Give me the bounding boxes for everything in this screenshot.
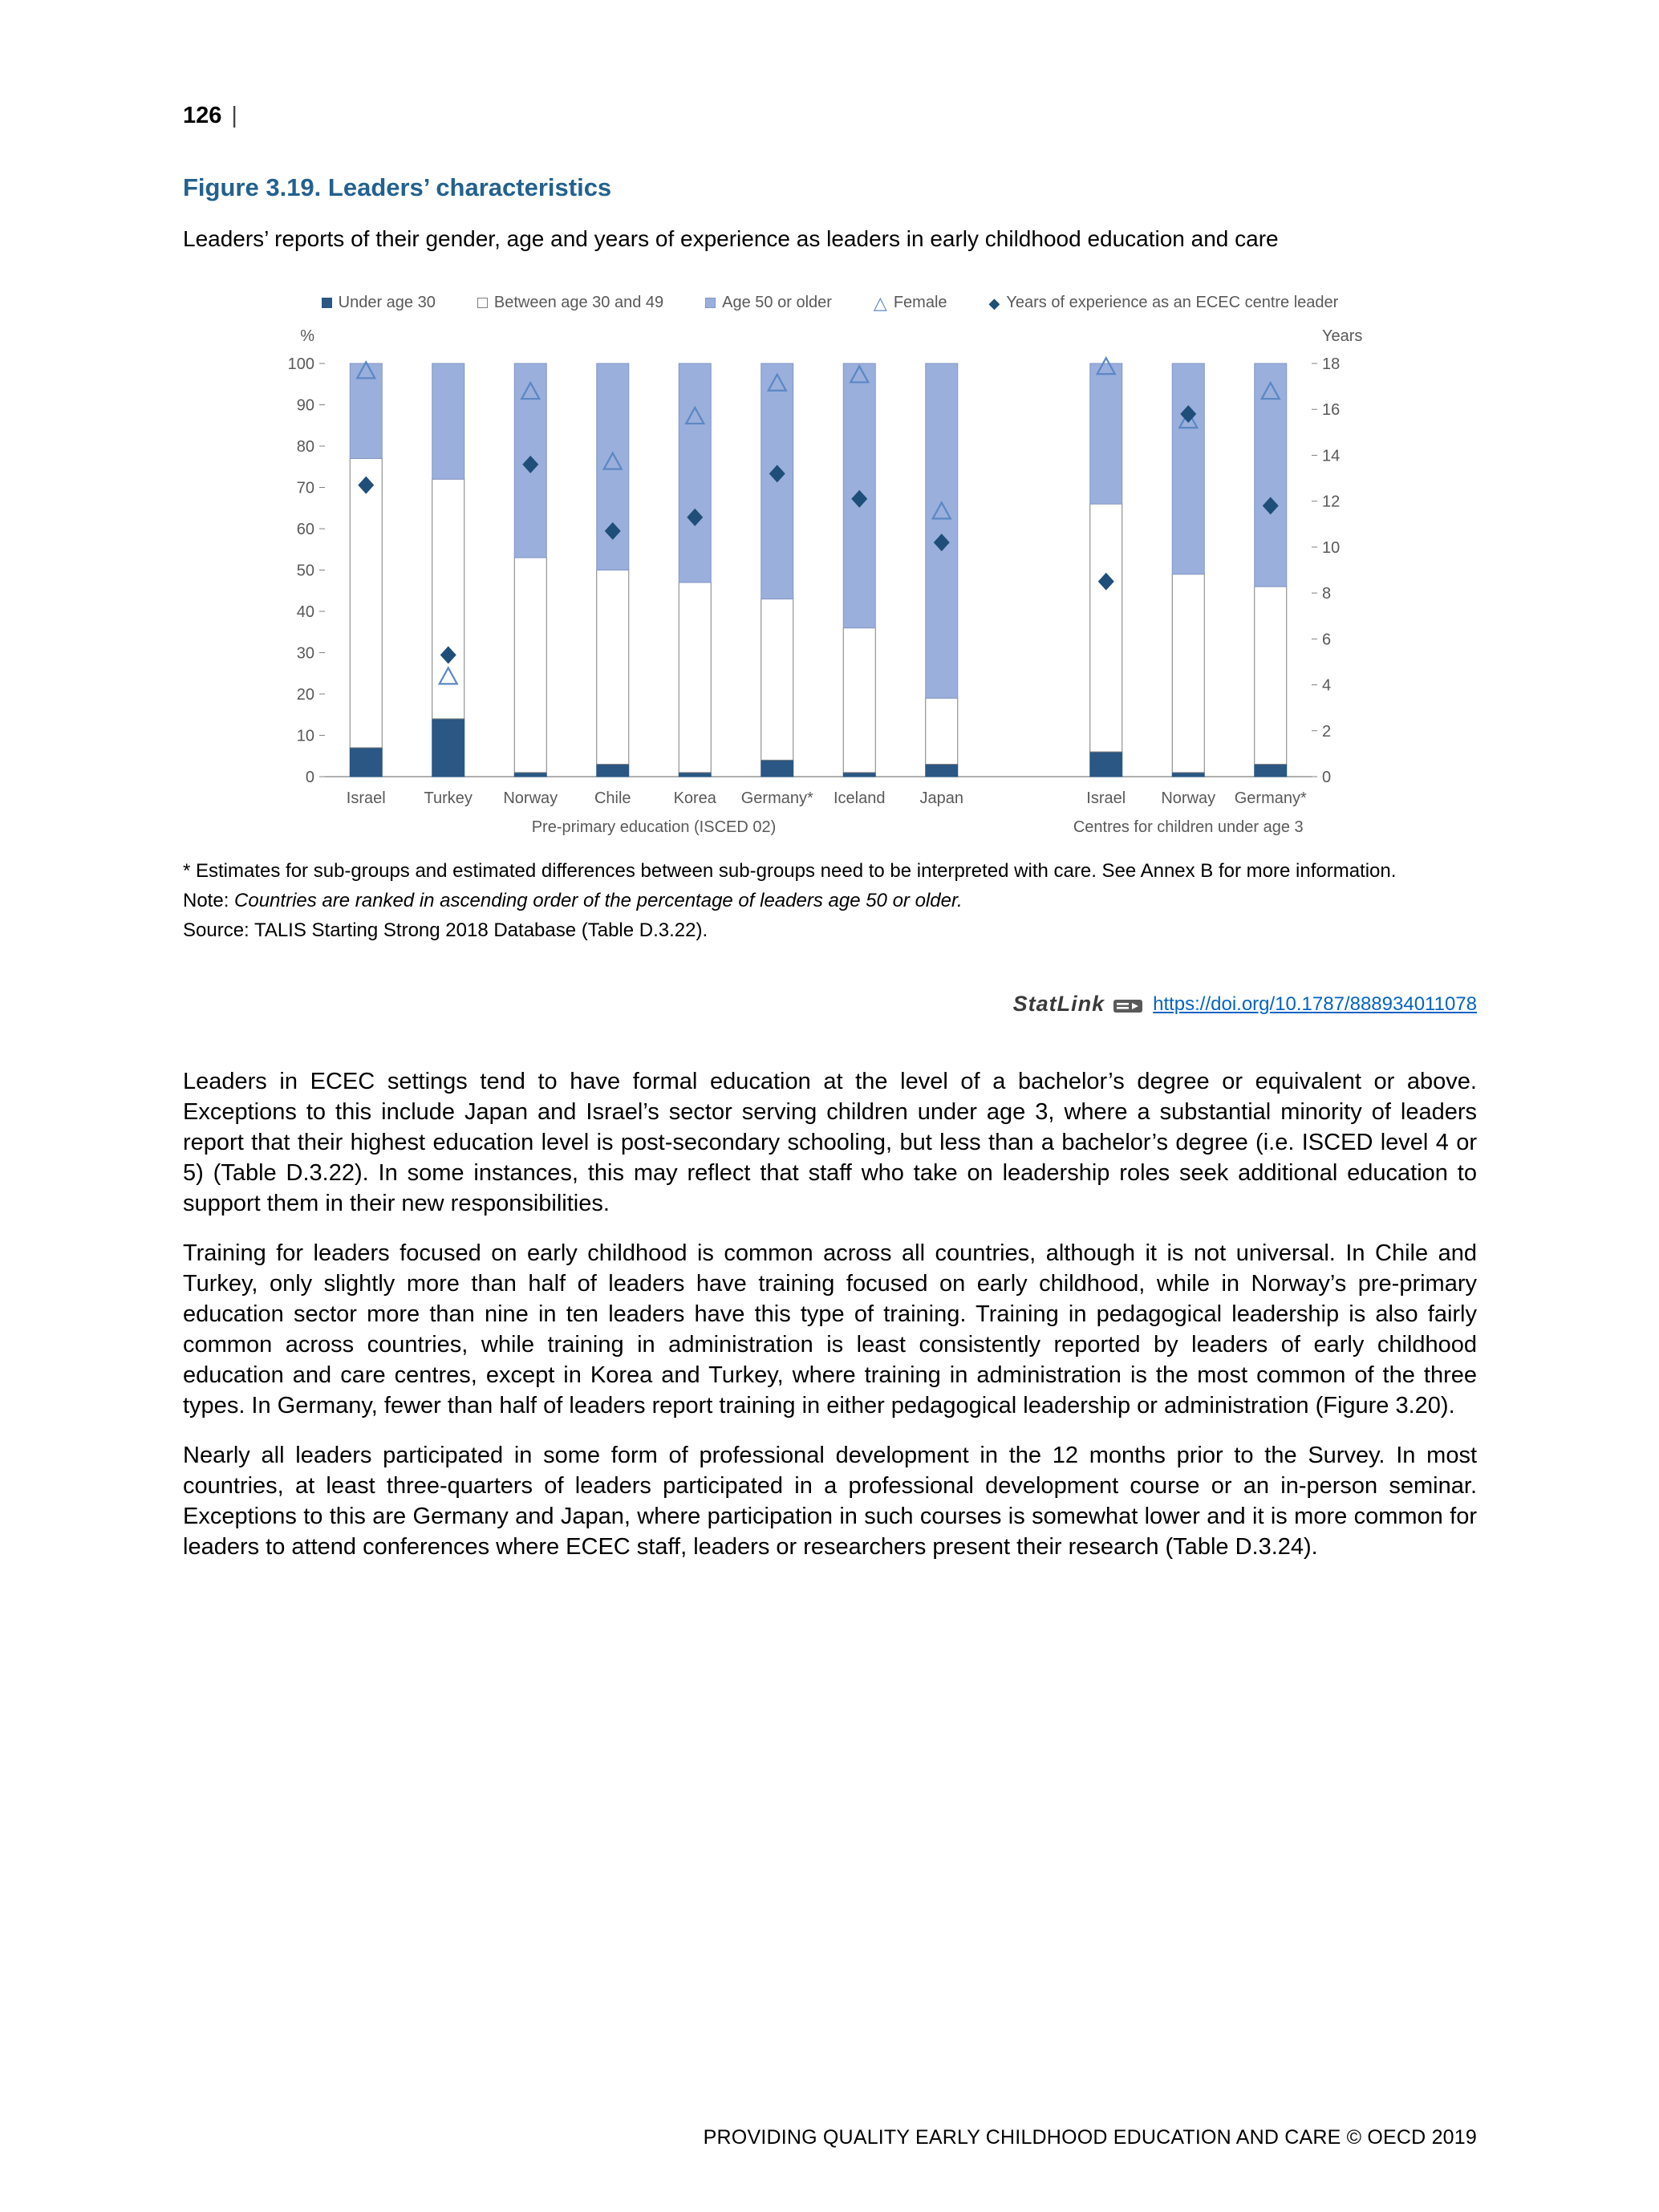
page-header: [183, 103, 1477, 129]
legend-item: [477, 294, 663, 312]
right-axis-tick-label: 10: [1321, 538, 1340, 557]
legend-item: [322, 294, 436, 312]
bar-segment-age-30-49: [761, 599, 793, 761]
bar-segment-age-30-49: [843, 628, 875, 773]
bar-segment-under-age-30: [350, 748, 382, 777]
category-label: Korea: [673, 789, 716, 807]
bar-segment-under-age-30: [925, 765, 957, 777]
figure-note: [183, 886, 1477, 915]
chart-legend: [183, 294, 1477, 312]
bar-segment-age-50-plus: [1172, 363, 1204, 574]
right-axis-tick-label: 0: [1321, 769, 1331, 786]
statlink-url[interactable]: https://doi.org/10.1787/888934011078: [1153, 992, 1477, 1015]
under-age-30-swatch: [322, 298, 332, 308]
group-label: Pre-primary education (ISCED 02): [531, 818, 776, 836]
bar-segment-under-age-30: [679, 773, 711, 777]
age-50-or-older-swatch: [705, 298, 716, 308]
left-axis-tick-label: 10: [296, 727, 314, 745]
left-axis-tick-label: 20: [296, 686, 314, 704]
bar-segment-under-age-30: [1089, 752, 1122, 777]
left-axis-tick-label: 30: [296, 644, 314, 663]
bar-segment-age-30-49: [432, 479, 464, 719]
legend-item: [989, 294, 1339, 312]
category-label: Israel: [346, 789, 386, 807]
bar-segment-age-50-plus: [925, 363, 957, 698]
bar-segment-age-30-49: [350, 458, 382, 748]
right-axis-tick-label: 6: [1321, 631, 1331, 649]
left-axis-tick-label: 0: [305, 769, 314, 786]
bar-segment-under-age-30: [761, 760, 793, 777]
bar-segment-age-50-plus: [679, 363, 711, 582]
figure-title: Figure 3.19. Leaders’ characteristics: [183, 173, 612, 201]
group-label: Centres for children under age 3: [1073, 818, 1304, 836]
bar-segment-under-age-30: [596, 765, 628, 777]
between-age-30-49-swatch: [477, 298, 488, 308]
bar-segment-age-50-plus: [1089, 363, 1122, 504]
left-axis-tick-label: 60: [296, 521, 314, 538]
body-paragraph: Nearly all leaders participated in some form of professional development in the 12 months prior to the Survey. In most countries, at least three-quarters of leaders participated in a professional development course or an in-person seminar. Exceptions to this are Germany and Japan, where participation in such courses is somewhat lower and it is more common for leaders to attend conferences where ECEC staff, leaders or researchers present their research (Table D.3.24).: [183, 1443, 1477, 1560]
category-label: Turkey: [424, 789, 473, 807]
leaders-characteristics-chart: [183, 294, 1477, 845]
right-axis-tick-label: 18: [1321, 355, 1340, 373]
legend-label: Age 50 or older: [722, 294, 832, 311]
left-axis-tick-label: 50: [296, 562, 314, 580]
legend-label: Female: [893, 294, 947, 311]
category-label: Japan: [919, 789, 963, 807]
category-label: Chile: [594, 789, 631, 807]
bar-segment-age-30-49: [514, 558, 546, 773]
left-axis-unit: %: [299, 327, 314, 345]
note-text: Countries are ranked in ascending order of the percentage of leaders age 50 or older.: [234, 890, 963, 911]
legend-label: Under age 30: [338, 294, 436, 311]
page-footer: PROVIDING QUALITY EARLY CHILDHOOD EDUCATION AND CARE © OECD 2019: [703, 2126, 1477, 2149]
bar-segment-under-age-30: [432, 719, 464, 777]
left-axis-tick-label: 80: [296, 438, 314, 456]
legend-item: [874, 294, 947, 312]
page-number: 126: [183, 103, 222, 128]
category-label: Norway: [502, 789, 558, 807]
category-label: Germany*: [1234, 789, 1307, 807]
bar-segment-under-age-30: [1254, 765, 1286, 777]
female-triangle-icon: △: [873, 292, 887, 313]
right-axis-tick-label: 4: [1321, 676, 1331, 695]
right-axis-tick-label: 16: [1321, 401, 1340, 420]
body-paragraph: Leaders in ECEC settings tend to have formal education at the level of a bachelor’s degree or equivalent or above. Exceptions to this include Japan and Israel’s sector serving children under age 3, where a substantial minority of leaders report that their highest education level is post-secondary schooling, but less than a bachelor’s degree (i.e. ISCED level 4 or 5) (Table D.3.22). In some instances, this may reflect that staff who take on leadership roles seek additional education to support them in their new responsibilities.: [183, 1069, 1477, 1216]
left-axis-tick-label: 40: [296, 603, 314, 621]
bar-segment-age-30-49: [679, 582, 711, 773]
bar-segment-under-age-30: [514, 773, 546, 777]
bar-segment-age-50-plus: [432, 363, 464, 479]
statlink-logo: StatLink: [1012, 992, 1105, 1016]
right-axis-tick-label: 14: [1321, 447, 1340, 465]
figure-source: Source: TALIS Starting Strong 2018 Database (Table D.3.22).: [183, 919, 708, 941]
bar-segment-age-50-plus: [1254, 363, 1286, 586]
right-axis-unit: Years: [1321, 327, 1362, 345]
legend-label: Between age 30 and 49: [493, 294, 664, 311]
bar-segment-age-30-49: [1254, 586, 1286, 764]
note-label: Note:: [183, 890, 235, 911]
body-text: [183, 1066, 1477, 1562]
figure-footnote: * Estimates for sub-groups and estimated differences between sub-groups need to be interpreted with care. See Annex B for more information.: [183, 860, 1397, 882]
category-label: Germany*: [740, 789, 813, 807]
page-number-separator: |: [231, 103, 237, 128]
legend-label: Years of experience as an ECEC centre leader: [1006, 294, 1339, 311]
left-axis-tick-label: 100: [287, 355, 314, 373]
left-axis-tick-label: 90: [296, 396, 314, 415]
bar-segment-age-30-49: [1089, 504, 1122, 752]
left-axis-tick-label: 70: [296, 479, 314, 497]
bar-segment-age-30-49: [925, 698, 957, 764]
bar-segment-under-age-30: [1172, 773, 1204, 777]
bar-segment-under-age-30: [843, 773, 875, 777]
legend-item: [705, 294, 832, 312]
body-paragraph: Training for leaders focused on early childhood is common across all countries, although it is not universal. In Chile and Turkey, only slightly more than half of leaders have training focused on early childhood, while in Norway’s pre-primary education sector more than nine in ten leaders have this type of training. Training in pedagogical leadership is also fairly common across countries, while training in administration is least consistently reported by leaders of early childhood education and care centres, except in Korea and Turkey, where training in administration is the most common of the three types. In Germany, fewer than half of leaders report training in either pedagogical leadership or administration (Figure 3.20).: [183, 1240, 1477, 1419]
statlink-row: [183, 992, 1477, 1017]
category-label: Norway: [1160, 789, 1215, 807]
chart-plot: [245, 315, 1416, 845]
bar-segment-age-30-49: [1172, 574, 1204, 773]
figure-subtitle: Leaders’ reports of their gender, age and years of experience as leaders in early childhood education and care: [183, 226, 1279, 251]
category-label: Iceland: [833, 789, 885, 807]
right-axis-tick-label: 12: [1321, 493, 1340, 511]
bar-segment-age-30-49: [596, 570, 628, 765]
right-axis-tick-label: 2: [1321, 722, 1331, 741]
figure-notes: [183, 856, 1477, 945]
category-label: Israel: [1085, 789, 1126, 807]
years-experience-diamond-icon: ◆: [988, 294, 1000, 311]
right-axis-tick-label: 8: [1321, 585, 1331, 603]
statlink-icon: [1113, 997, 1145, 1015]
